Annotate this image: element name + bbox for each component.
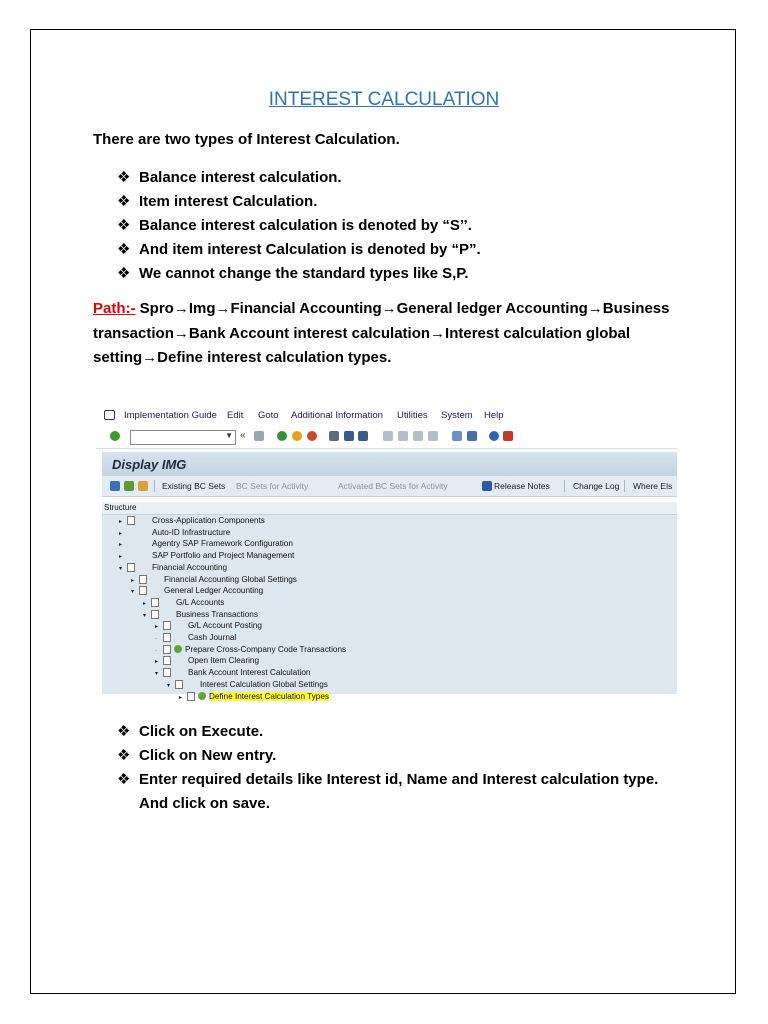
- shortcut-icon[interactable]: [467, 431, 477, 441]
- expand-icon[interactable]: [124, 481, 134, 491]
- bc-sets-for-activity-button[interactable]: BC Sets for Activity: [236, 481, 309, 491]
- diamond-bullet-icon: ❖: [117, 723, 131, 740]
- tree-node[interactable]: ▸ G/L Account Posting: [155, 621, 262, 631]
- document-icon: [163, 656, 171, 665]
- sap-menubar: [96, 404, 677, 426]
- diamond-bullet-icon: ❖: [117, 241, 131, 258]
- toolbar-separator: [624, 480, 625, 492]
- existing-bc-sets-button[interactable]: Existing BC Sets: [162, 481, 226, 491]
- find-icon[interactable]: [344, 431, 354, 441]
- activated-bc-sets-button[interactable]: Activated BC Sets for Activity: [338, 481, 448, 491]
- document-icon: [163, 645, 171, 654]
- note-icon[interactable]: [138, 481, 148, 491]
- menu-icon[interactable]: [104, 410, 115, 420]
- navigation-path: Path:- Spro→Img→Financial Accounting→General ledger Accounting→Business transaction→Bank Account interest calculation→Interest calculation global setting→Define interest calculation types.: [93, 300, 670, 366]
- arrow-right-icon: →: [430, 324, 446, 342]
- tree-node[interactable]: ▾ Financial Accounting: [119, 562, 228, 572]
- arrow-right-icon: →: [587, 300, 603, 317]
- menu-help[interactable]: Help: [484, 410, 504, 421]
- document-icon: [151, 610, 159, 619]
- arrow-right-icon: →: [173, 300, 189, 317]
- back-icon[interactable]: [277, 431, 287, 441]
- document-icon: [175, 680, 183, 689]
- tree-node[interactable]: ▸ Open Item Clearing: [155, 656, 259, 666]
- tree-node[interactable]: ▸ SAP Portfolio and Project Management: [119, 551, 295, 561]
- cancel-icon[interactable]: [307, 431, 317, 441]
- document-icon: [139, 575, 147, 584]
- list-item: ❖ And item interest Calculation is denoted by “P”.: [117, 238, 481, 262]
- command-field[interactable]: [130, 430, 236, 445]
- change-log-button[interactable]: Change Log: [573, 481, 620, 491]
- tree-node[interactable]: ▸ G/L Accounts: [143, 597, 225, 607]
- tree-node-selected[interactable]: ▸ Define Interest Calculation Types: [179, 691, 329, 701]
- document-icon: [163, 621, 171, 630]
- document-icon: [151, 598, 159, 607]
- tree-node[interactable]: ▸ Auto-ID Infrastructure: [119, 527, 231, 537]
- document-icon: [127, 563, 135, 572]
- toolbar-separator: [564, 480, 565, 492]
- document-icon: [163, 633, 171, 642]
- tree-node[interactable]: ▸ Cross-Application Components: [119, 516, 265, 525]
- tree-node[interactable]: ▸ Financial Accounting Global Settings: [131, 574, 297, 584]
- list-item: ❖ Click on New entry.: [117, 744, 677, 768]
- menu-goto[interactable]: Goto: [258, 410, 279, 421]
- tree-node[interactable]: ▾ General Ledger Accounting: [131, 586, 264, 596]
- list-item: ❖ Balance interest calculation.: [117, 166, 481, 190]
- types-bullet-list: [117, 166, 481, 286]
- filter-icon[interactable]: [110, 481, 120, 491]
- previous-page-icon[interactable]: [398, 431, 408, 441]
- tree-header: Structure: [102, 502, 677, 515]
- application-toolbar: [102, 476, 677, 497]
- tree-node[interactable]: · Cash Journal: [155, 633, 237, 642]
- sap-standard-toolbar: [96, 426, 677, 449]
- execute-icon[interactable]: [174, 645, 182, 653]
- page-title: INTEREST CALCULATION: [268, 89, 500, 110]
- document-icon: [127, 516, 135, 525]
- execute-icon[interactable]: [198, 692, 206, 700]
- diamond-bullet-icon: ❖: [117, 265, 131, 282]
- menu-additional-information[interactable]: Additional Information: [291, 410, 383, 421]
- list-item: ❖ Balance interest calculation is denoted by “S’’.: [117, 214, 481, 238]
- arrow-right-icon: →: [173, 324, 189, 342]
- release-notes-button[interactable]: Release Notes: [494, 481, 550, 491]
- help-icon[interactable]: [489, 431, 499, 441]
- document-icon: [163, 668, 171, 677]
- chevron-down-icon[interactable]: ▼: [225, 431, 233, 440]
- exit-icon[interactable]: [292, 431, 302, 441]
- new-session-icon[interactable]: [452, 431, 462, 441]
- screen-title-bar: [102, 452, 677, 476]
- steps-bullet-list: [117, 720, 677, 816]
- list-item: ❖ Item interest Calculation.: [117, 190, 481, 214]
- info-icon: [482, 481, 492, 491]
- menu-implementation-guide[interactable]: Implementation Guide: [124, 410, 217, 421]
- tree-node[interactable]: ▾ Interest Calculation Global Settings: [167, 679, 328, 689]
- img-structure-tree: [102, 502, 677, 706]
- diamond-bullet-icon: ❖: [117, 747, 131, 764]
- arrow-right-icon: →: [215, 300, 231, 317]
- tree-node[interactable]: ▾ Bank Account Interest Calculation: [155, 668, 311, 678]
- last-page-icon[interactable]: [428, 431, 438, 441]
- double-chevron-icon[interactable]: «: [240, 430, 246, 441]
- list-item: ❖ Click on Execute.: [117, 720, 677, 744]
- list-item: ❖ Enter required details like Interest id, Name and Interest calculation type. And click on save.: [117, 768, 677, 816]
- arrow-right-icon: →: [381, 300, 397, 317]
- arrow-right-icon: →: [142, 349, 158, 366]
- toolbar-separator: [154, 480, 155, 492]
- where-else-button[interactable]: Where Els: [633, 481, 673, 491]
- diamond-bullet-icon: ❖: [117, 771, 131, 788]
- enter-icon[interactable]: [110, 431, 120, 441]
- menu-edit[interactable]: Edit: [227, 410, 244, 421]
- menu-utilities[interactable]: Utilities: [397, 410, 428, 421]
- diamond-bullet-icon: ❖: [117, 217, 131, 234]
- path-label: Path:-: [93, 300, 136, 317]
- tree-node[interactable]: ▾ Business Transactions: [143, 609, 258, 619]
- print-icon[interactable]: [329, 431, 339, 441]
- screen-title: Display IMG: [112, 457, 187, 472]
- sap-screenshot: [96, 404, 677, 706]
- tree-node[interactable]: · Prepare Cross-Company Code Transactions: [155, 644, 347, 654]
- tree-node[interactable]: ▸ Agentry SAP Framework Configuration: [119, 539, 293, 549]
- document-icon: [187, 692, 195, 701]
- menu-system[interactable]: System: [441, 410, 473, 421]
- next-page-icon[interactable]: [413, 431, 423, 441]
- save-icon[interactable]: [254, 431, 264, 441]
- diamond-bullet-icon: ❖: [117, 169, 131, 186]
- layout-icon[interactable]: [503, 431, 513, 441]
- first-page-icon[interactable]: [383, 431, 393, 441]
- find-next-icon[interactable]: [358, 431, 368, 441]
- intro-text: There are two types of Interest Calculation.: [93, 131, 400, 148]
- document-icon: [139, 586, 147, 595]
- diamond-bullet-icon: ❖: [117, 193, 131, 210]
- list-item: ❖ We cannot change the standard types like S,P.: [117, 262, 481, 286]
